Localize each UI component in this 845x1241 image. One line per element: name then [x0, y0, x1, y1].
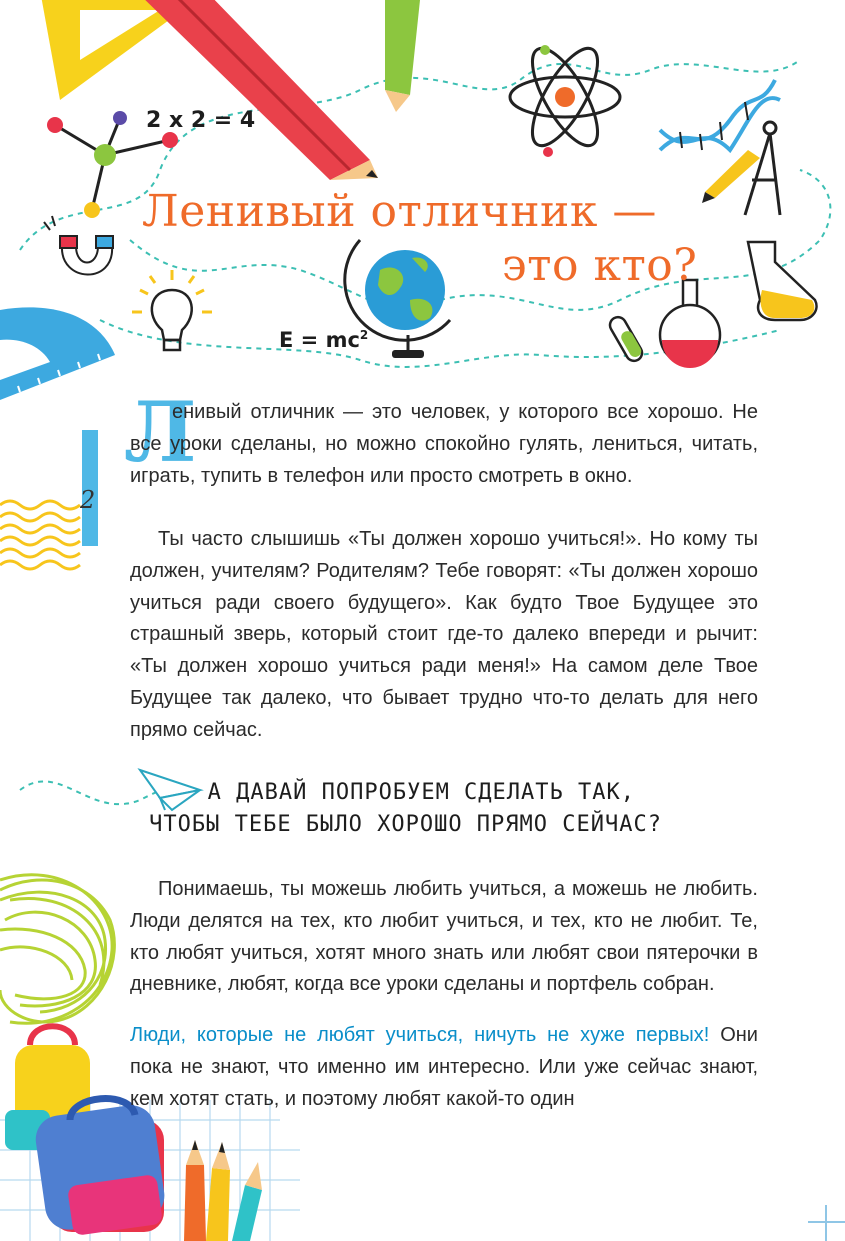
formula-multiplication: 2 x 2 = 4 — [146, 108, 256, 133]
callout-line1: А ДАВАЙ ПОПРОБУЕМ СДЕЛАТЬ ТАК, — [207, 780, 635, 805]
pencil-icon — [385, 0, 420, 112]
zigzag-decoration — [0, 501, 80, 569]
drop-cap: Л — [124, 385, 197, 481]
protractor-icon — [0, 307, 115, 400]
scribble-ball-icon — [0, 875, 114, 1024]
test-tube-icon — [607, 314, 645, 364]
paragraph-4-rest: Они пока не знают, что именно им интересно. Или уже сейчас знают, кем хотят стать, и поэтому любят какой-то один — [130, 1024, 758, 1110]
paragraph-1: енивый отличник — это человек, у которого все хорошо. Не все уроки сделаны, но можно спокойно гулять, лениться, читать, играть, тупить в телефон или просто смотреть в окно. — [130, 401, 758, 487]
flask-icon — [748, 242, 817, 320]
paper-plane-icon — [140, 770, 200, 810]
compass-icon — [745, 122, 780, 215]
paragraph-2: Ты часто слышишь «Ты должен хорошо учиться!». Но кому ты должен, учителям? Родителям? Тебе говорят: «Ты должен хорошо учиться ради своего будущего». Как будто Твое Будущее это страшный зверь, который стоит где-то далеко впереди и рычит: «Ты должен хорошо учиться ради меня!» На самом деле Твое Будущее так далеко, что бывает трудно что-то делать для него прямо сейчас. — [130, 528, 758, 741]
formula-energy — [279, 328, 368, 352]
paragraph-3: Понимаешь, ты можешь любить учиться, а можешь не любить. Люди делятся на тех, кто любит учиться, и тех, кто не любит. Те, кто любят учиться, хотят много знать или любят свои пятерочки в дневнике, любят, когда все уроки сделаны и портфель собран. — [130, 878, 758, 996]
callout-line2: ЧТОБЫ ТЕБЕ БЫЛО ХОРОШО ПРЯМО СЕЙЧАС? — [149, 812, 662, 837]
colored-pencils-icon — [184, 1140, 262, 1241]
magnet-icon — [44, 216, 113, 275]
formula-energy-exponent: 2 — [359, 328, 369, 342]
paragraph-4 — [130, 1020, 758, 1115]
lightbulb-icon — [132, 270, 212, 350]
page-title-line2: это кто? — [502, 240, 698, 291]
highlight-sentence: Люди, которые не любят учиться, ничуть не хуже первых! — [130, 1024, 710, 1046]
page-title-line1: Ленивый отличник — — [142, 186, 657, 237]
backpack-icon — [33, 1099, 168, 1236]
atom-icon — [510, 39, 620, 157]
pencil-icon — [135, 0, 378, 180]
sparkle-icon — [808, 1205, 845, 1241]
formula-energy-base: E = mc — [279, 328, 360, 352]
page-number: 2 — [80, 486, 96, 514]
dna-icon — [660, 80, 780, 150]
flask-icon — [660, 280, 720, 368]
